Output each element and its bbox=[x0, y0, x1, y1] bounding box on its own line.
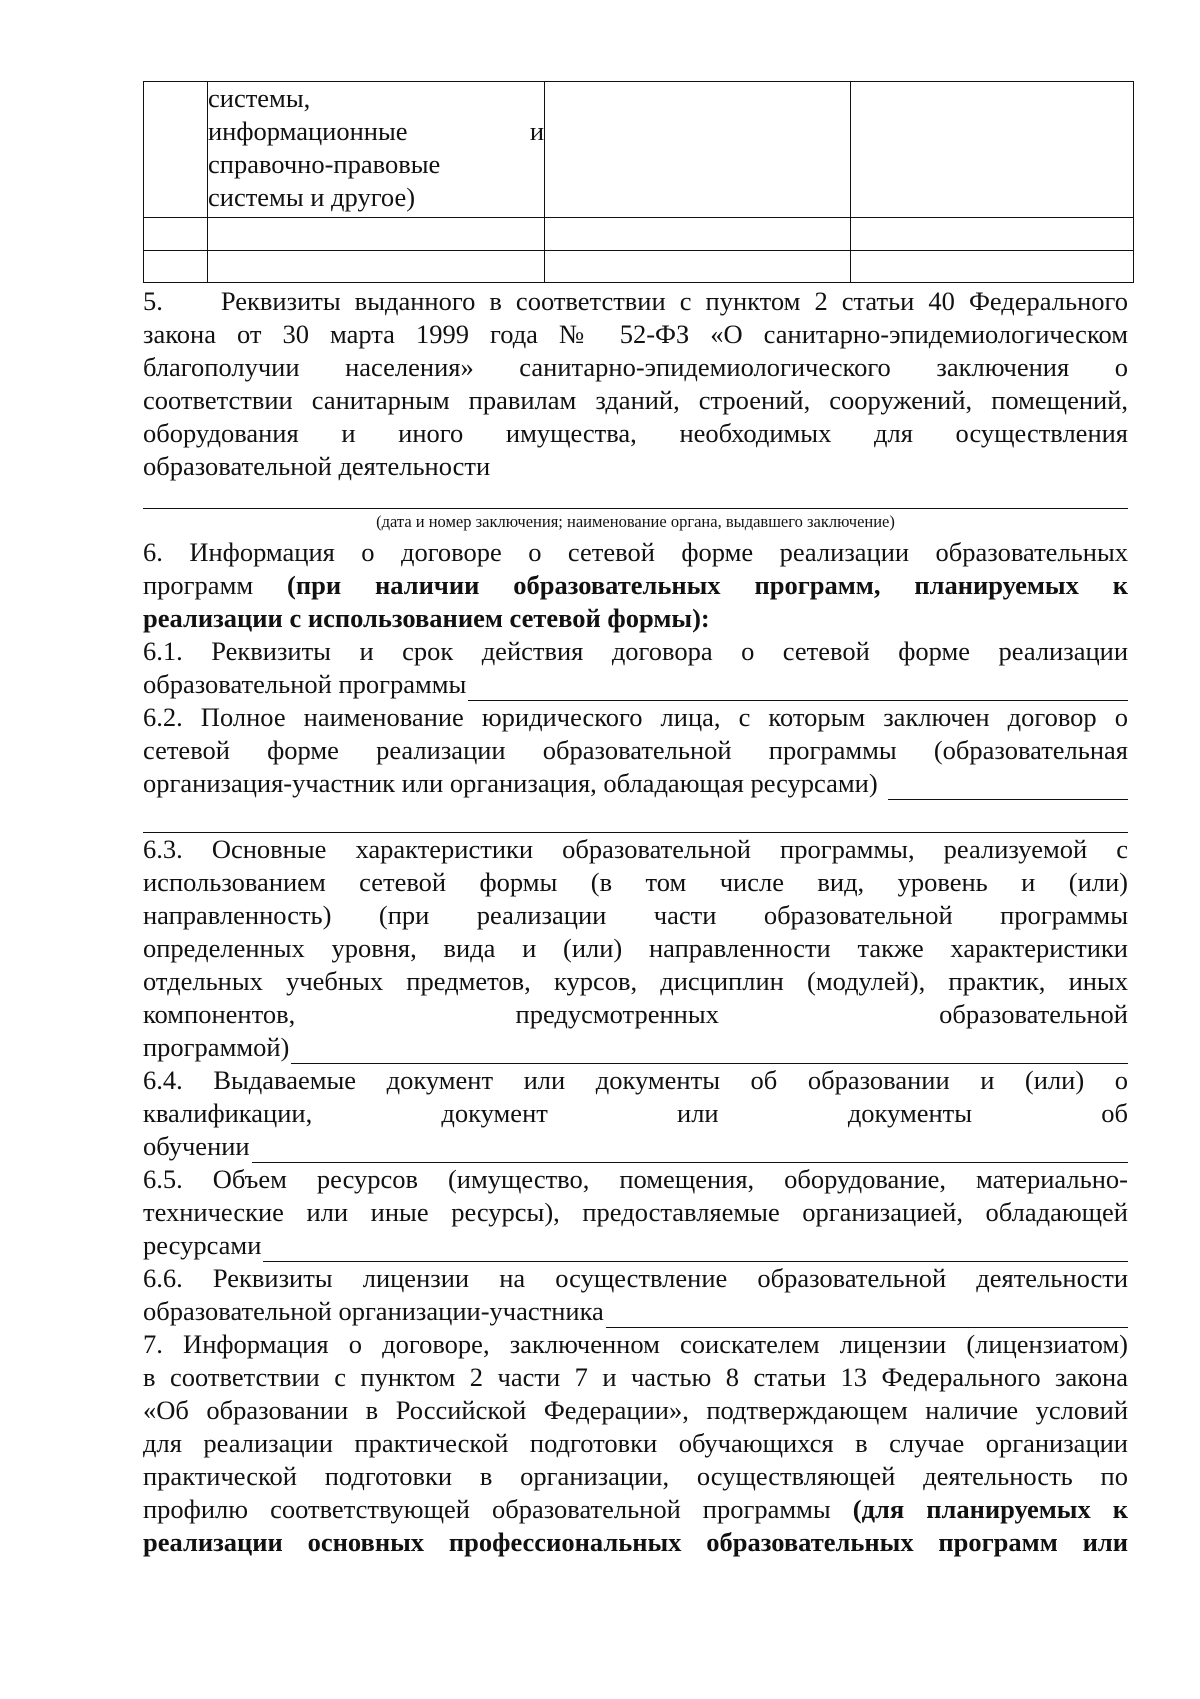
text-segment: обучении bbox=[143, 1131, 250, 1161]
fill-line bbox=[888, 775, 1128, 800]
item-number: 5. bbox=[143, 286, 163, 316]
text-line: компонентов, предусмотренных образовательной bbox=[143, 999, 1128, 1029]
text-line: отдельных учебных предметов, курсов, дисциплин (модулей), практик, иных bbox=[143, 966, 1128, 996]
text-line: «Об образовании в Российской Федерации», подтверждающем наличие условий bbox=[143, 1395, 1128, 1425]
text-line: практической подготовки в организации, осуществляющей деятельность по bbox=[143, 1461, 1128, 1491]
text-line: определенных уровня, вида и (или) направленности также характеристики bbox=[143, 933, 1128, 963]
table-cell bbox=[851, 82, 1134, 218]
text-line: 6.1. Реквизиты и срок действия договора о сетевой форме реализации bbox=[143, 636, 1128, 666]
section-6-3 bbox=[143, 833, 1128, 1559]
text-bold: реализации с использованием сетевой формы): bbox=[143, 603, 710, 633]
text-line bbox=[143, 569, 1128, 602]
text-segment: образовательной организации-участника bbox=[143, 1296, 604, 1326]
table-cell bbox=[208, 251, 545, 283]
fill-field bbox=[143, 1295, 1128, 1328]
cell-line-justified bbox=[208, 115, 544, 148]
text-segment: профилю соответствующей образовательной программы bbox=[143, 1494, 831, 1524]
text-segment: программ bbox=[143, 570, 254, 600]
table-cell bbox=[851, 251, 1134, 283]
table-cell-number bbox=[144, 82, 208, 218]
fill-field bbox=[143, 1229, 1128, 1262]
table-row bbox=[144, 82, 1134, 218]
text-line: 7. Информация о договоре, заключенном соискателем лицензии (лицензиатом) bbox=[143, 1329, 1128, 1359]
text-bold: реализации основных профессиональных образовательных программ или bbox=[143, 1527, 1128, 1557]
table-cell bbox=[208, 218, 545, 251]
table-row bbox=[144, 251, 1134, 283]
text-line bbox=[143, 285, 1128, 318]
text-line bbox=[143, 602, 1128, 635]
text-line: 6. Информация о договоре о сетевой форме реализации образовательных bbox=[143, 537, 1128, 567]
text-segment: программой) bbox=[143, 1032, 290, 1062]
fill-line bbox=[291, 1039, 1128, 1064]
text-line: оборудования и иного имущества, необходимых для осуществления bbox=[143, 418, 1128, 448]
fill-line bbox=[252, 1138, 1128, 1163]
text-segment: образовательной программы bbox=[143, 669, 467, 699]
text-line bbox=[143, 1493, 1128, 1526]
table-row bbox=[144, 218, 1134, 251]
text-line: квалификации, документ или документы об bbox=[143, 1098, 1128, 1128]
cell-line: справочно-правовые bbox=[208, 149, 441, 179]
text-segment: ресурсами bbox=[143, 1230, 262, 1260]
text-line: сетевой форме реализации образовательной программы (образовательная bbox=[143, 735, 1128, 765]
text-line: образовательной деятельности bbox=[143, 451, 491, 481]
text-segment: организация-участник или организация, обладающая ресурсами) bbox=[143, 768, 878, 798]
text-bold: (при наличии образовательных программ, планируемых к bbox=[287, 570, 1128, 600]
table-cell bbox=[144, 251, 208, 283]
text-line: направленность) (при реализации части образовательной программы bbox=[143, 900, 1128, 930]
table-cell bbox=[545, 82, 851, 218]
text-segment: Реквизиты выданного в соответствии с пунктом 2 статьи 40 Федерального bbox=[220, 286, 1128, 316]
text-line: закона от 30 марта 1999 года № 52-ФЗ «О санитарно-эпидемиологическом bbox=[143, 319, 1128, 349]
field-caption: (дата и номер заключения; наименование органа, выдавшего заключение) bbox=[376, 512, 895, 531]
text-line: в соответствии с пунктом 2 части 7 и частью 8 статьи 13 Федерального закона bbox=[143, 1362, 1128, 1392]
text-line bbox=[143, 1526, 1128, 1559]
cell-line: системы и другое) bbox=[208, 182, 416, 212]
text-line: 6.4. Выдаваемые документ или документы об образовании и (или) о bbox=[143, 1065, 1128, 1095]
cell-line: системы, bbox=[208, 83, 311, 113]
fill-line bbox=[263, 1237, 1128, 1262]
fill-line bbox=[606, 1303, 1128, 1328]
text-bold: (для планируемых к bbox=[852, 1494, 1129, 1524]
text-line: благополучии населения» санитарно-эпидемиологического заключения о bbox=[143, 352, 1128, 382]
text-line: для реализации практической подготовки обучающихся в случае организации bbox=[143, 1428, 1128, 1458]
text-line: технические или иные ресурсы), предоставляемые организацией, обладающей bbox=[143, 1197, 1128, 1227]
cell-line: и bbox=[529, 116, 544, 146]
fill-field bbox=[143, 668, 1128, 701]
fill-line bbox=[143, 508, 1128, 509]
fill-field bbox=[143, 1031, 1128, 1064]
fill-line bbox=[468, 676, 1128, 701]
text-line: 6.2. Полное наименование юридического лица, с которым заключен договор о bbox=[143, 702, 1128, 732]
resources-table bbox=[143, 81, 1134, 283]
text-line: 6.3. Основные характеристики образовательной программы, реализуемой с bbox=[143, 834, 1128, 864]
text-line: использованием сетевой формы (в том числе вид, уровень и (или) bbox=[143, 867, 1128, 897]
table-cell bbox=[144, 218, 208, 251]
table-cell-description bbox=[208, 82, 545, 218]
text-line: 6.5. Объем ресурсов (имущество, помещения, оборудование, материально- bbox=[143, 1164, 1128, 1194]
fill-field bbox=[143, 767, 1128, 800]
table-cell bbox=[545, 251, 851, 283]
section-6 bbox=[143, 536, 1128, 800]
text-line: соответствии санитарным правилам зданий, строений, сооружений, помещений, bbox=[143, 385, 1128, 415]
table-cell bbox=[851, 218, 1134, 251]
fill-field bbox=[143, 1130, 1128, 1163]
section-5 bbox=[143, 285, 1128, 483]
cell-line: информационные bbox=[208, 116, 408, 146]
text-line: 6.6. Реквизиты лицензии на осуществление образовательной деятельности bbox=[143, 1263, 1128, 1293]
table-cell bbox=[545, 218, 851, 251]
